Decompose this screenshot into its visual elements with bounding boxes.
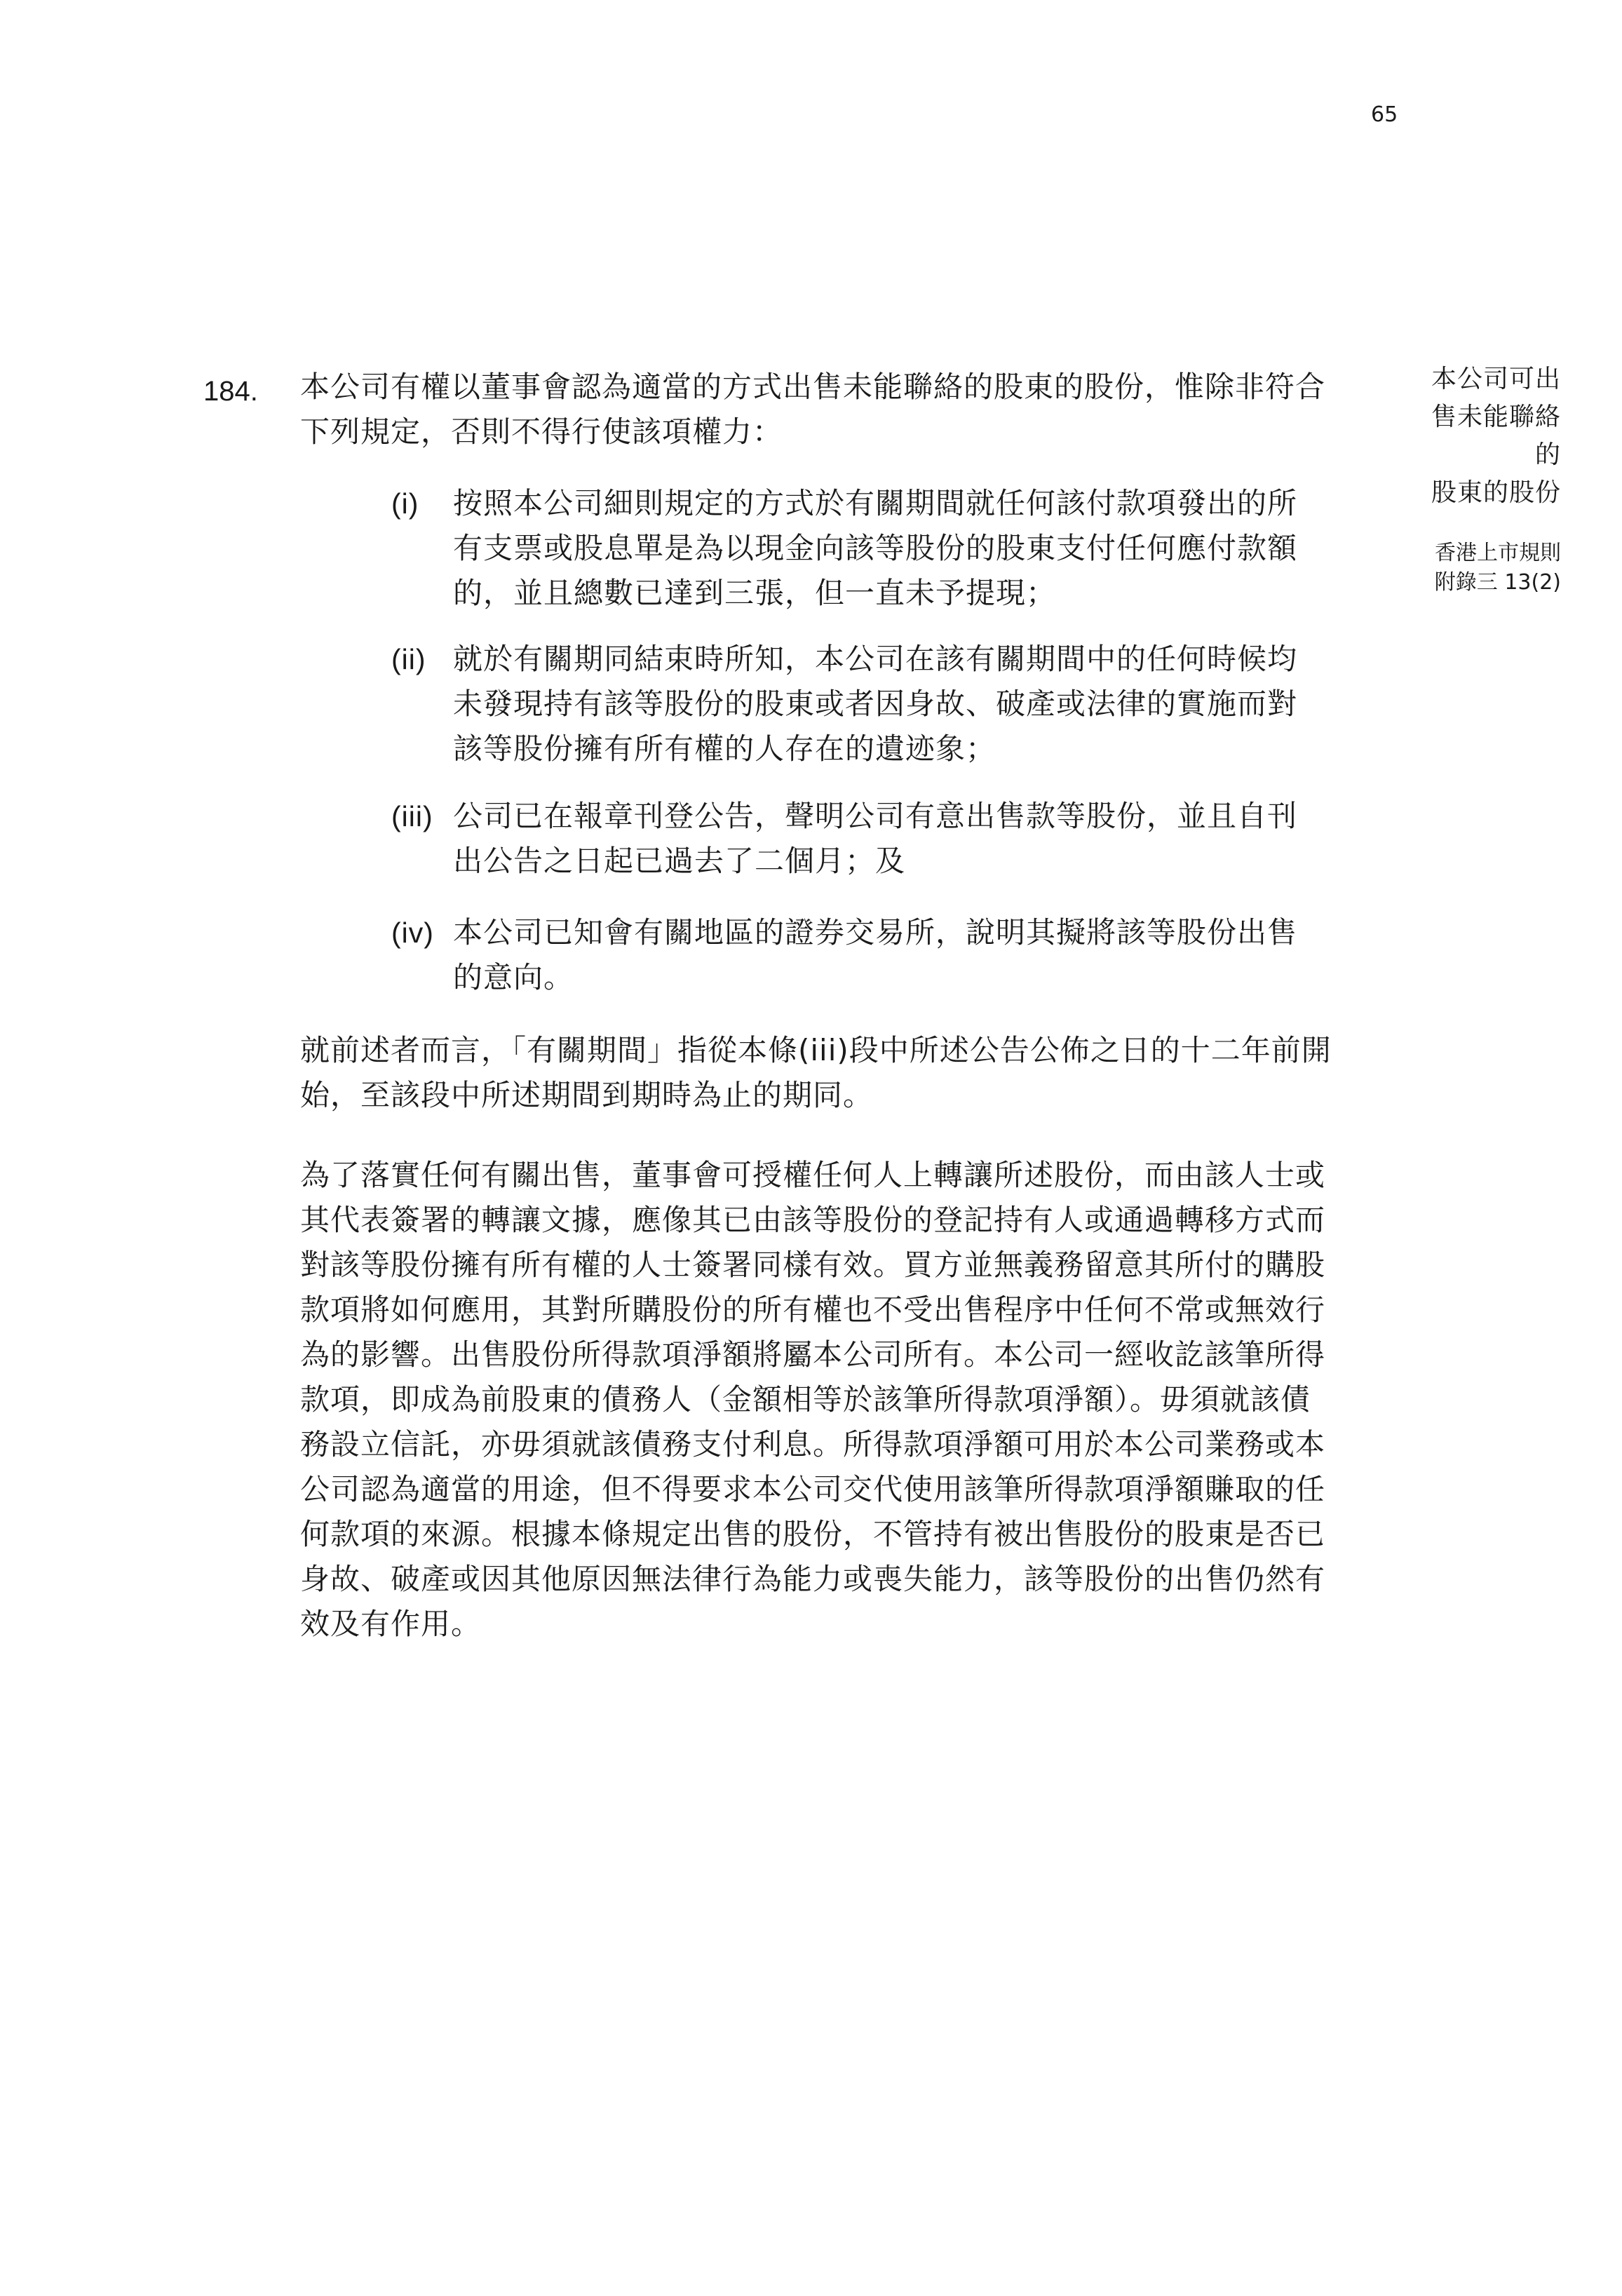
sale-line: 款項將如何應用，其對所購股份的所有權也不受出售程序中任何不常或無效行: [300, 1292, 1326, 1327]
condition-line: 有支票或股息單是為以現金向該等股份的股東支付任何應付款額: [453, 531, 1298, 565]
sale-line: 為的影響。出售股份所得款項淨額將屬本公司所有。本公司一經收訖該筆所得: [300, 1337, 1326, 1372]
condition-line: 的意向。: [453, 960, 574, 994]
sale-line: 為了落實任何有關出售，董事會可授權任何人上轉讓所述股份，而由該人士或: [300, 1158, 1326, 1192]
article-number: 184.: [203, 376, 258, 407]
sale-line: 身故、破產或因其他原因無法律行為能力或喪失能力，該等股份的出售仍然有: [300, 1562, 1326, 1596]
sale-line: 其代表簽署的轉讓文據，應像其已由該等股份的登記持有人或通過轉移方式而: [300, 1203, 1326, 1237]
condition-line: 出公告之日起已過去了二個月；及: [453, 844, 906, 878]
condition-label: (i): [391, 487, 419, 520]
margin-title-line: 本公司可出: [1431, 365, 1561, 393]
margin-note-reference: [1410, 539, 1561, 597]
sale-line: 公司認為適當的用途，但不得要求本公司交代使用該筆所得款項淨額賺取的任: [300, 1472, 1326, 1506]
condition-line: 該等股份擁有所有權的人存在的遺迹象；: [453, 731, 996, 766]
sale-line: 效及有作用。: [300, 1607, 482, 1641]
margin-title-line: 股東的股份: [1431, 478, 1561, 507]
condition-text: [453, 794, 1393, 884]
margin-title-line: 的: [1534, 440, 1561, 469]
definition-line: 就前述者而言，「有關期間」指從本條(iii)段中所述公告公佈之日的十二年前開: [300, 1033, 1332, 1067]
definition-line: 始，至該段中所述期間到期時為止的期同。: [300, 1078, 874, 1112]
condition-label: (ii): [391, 643, 426, 675]
margin-note-title: [1410, 360, 1561, 512]
condition-line: 就於有關期同結束時所知，本公司在該有關期間中的任何時候均: [453, 642, 1298, 676]
article-intro: [300, 365, 1380, 454]
sale-line: 何款項的來源。根據本條規定出售的股份，不管持有被出售股份的股東是否已: [300, 1517, 1326, 1551]
sale-paragraph: [300, 1153, 1380, 1647]
condition-line: 本公司已知會有關地區的證券交易所，說明其擬將該等股份出售: [453, 915, 1298, 950]
intro-line: 下列規定，否則不得行使該項權力：: [300, 414, 783, 449]
condition-label: (iv): [391, 917, 434, 949]
margin-title-line: 售未能聯絡: [1431, 403, 1561, 431]
condition-text: [453, 637, 1393, 771]
definition-paragraph: [300, 1028, 1380, 1118]
page-number: 65: [1371, 102, 1398, 127]
condition-line: 的，並且總數已達到三張，但一直未予提現；: [453, 576, 1057, 610]
condition-text: [453, 910, 1393, 1000]
sale-line: 款項，即成為前股東的債務人（金額相等於該筆所得款項淨額）。毋須就該債: [300, 1382, 1311, 1417]
margin-ref-line: 香港上市規則: [1435, 541, 1561, 565]
condition-line: 公司已在報章刊登公告，聲明公司有意出售款等股份，並且自刊: [453, 799, 1298, 833]
intro-line: 本公司有權以董事會認為適當的方式出售未能聯絡的股東的股份，惟除非符合: [300, 370, 1326, 404]
condition-line: 按照本公司細則規定的方式於有關期間就任何該付款項發出的所: [453, 486, 1298, 520]
condition-line: 未發現持有該等股份的股東或者因身故、破產或法律的實施而對: [453, 687, 1298, 721]
sale-line: 務設立信託，亦毋須就該債務支付利息。所得款項淨額可用於本公司業務或本: [300, 1427, 1326, 1461]
sale-line: 對該等股份擁有所有權的人士簽署同樣有效。買方並無義務留意其所付的購股: [300, 1248, 1326, 1282]
margin-ref-line: 附錄三 13(2): [1434, 570, 1561, 595]
condition-label: (iii): [391, 800, 433, 832]
condition-text: [453, 481, 1393, 616]
